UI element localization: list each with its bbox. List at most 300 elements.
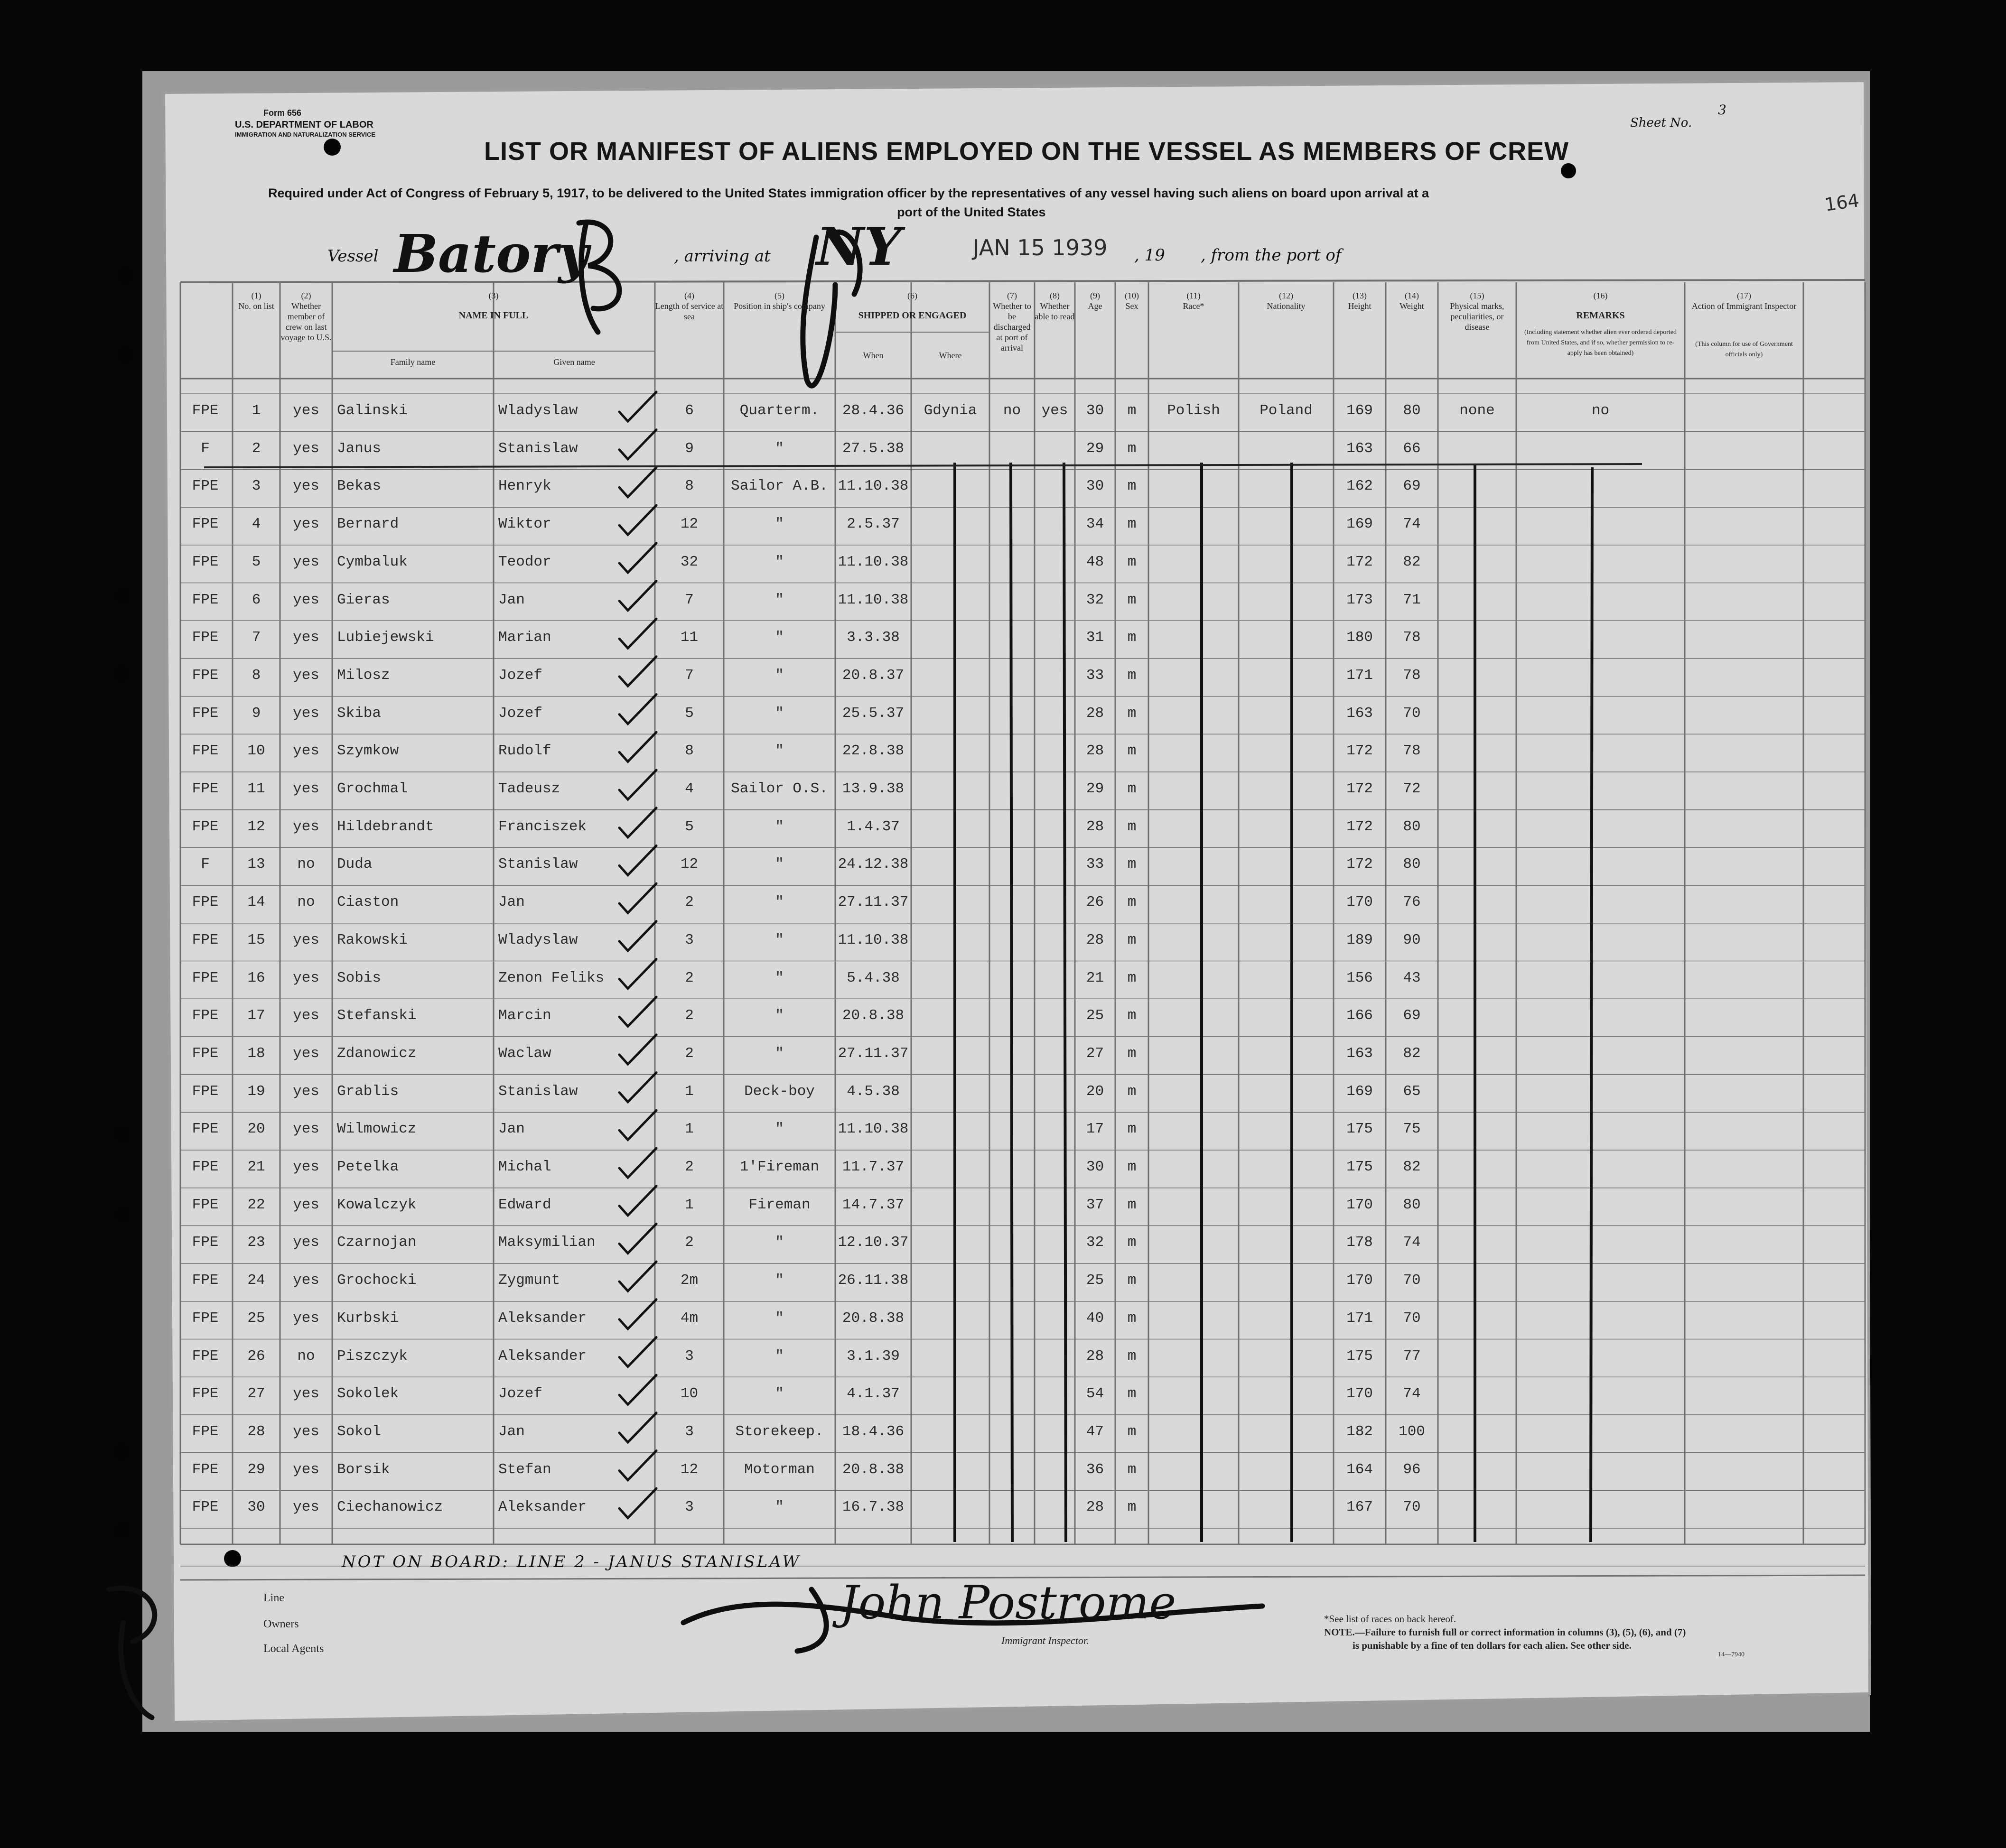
column-number: (7) [1007,291,1017,300]
column-label: Length of service at sea [655,301,724,321]
service-name: IMMIGRATION AND NATURALIZATION SERVICE [235,131,376,138]
row-where: Gdynia [924,402,977,419]
row-service: 3 [685,931,694,948]
row-when: 27.11.37 [838,1045,909,1062]
row-family: Kowalczyk [337,1196,417,1213]
manifest-title: LIST OR MANIFEST OF ALIENS EMPLOYED ON THE VESSEL AS MEMBERS OF CREW [484,137,1569,166]
row-weight: 43 [1403,969,1421,986]
row-sex: m [1127,591,1137,608]
row-height: 172 [1346,780,1373,797]
row-age: 28 [1086,743,1104,760]
row-height: 172 [1346,553,1373,570]
row-when: 4.5.38 [847,1083,900,1100]
row-prev: yes [293,1007,319,1024]
row-prev: yes [293,1499,319,1516]
row-when: 14.7.37 [842,1196,905,1213]
row-family: Stefanski [337,1007,417,1024]
column-subheader: (Including statement whether alien ever ordered deported from United States, and if so, whether permission to re-apply has been obtained) [1524,329,1677,357]
column-header [1115,290,1148,311]
row-weight: 96 [1403,1461,1421,1478]
row-sex: m [1127,478,1137,495]
column-header [332,290,655,321]
row-position: " [775,1007,784,1024]
row-age: 34 [1086,516,1104,533]
row-height: 169 [1346,402,1373,419]
row-service: 2 [685,1007,694,1024]
row-when: 20.8.38 [842,1461,905,1478]
row-service: 8 [685,478,694,495]
row-service: 10 [680,1385,699,1402]
row-family: Petelka [337,1159,399,1175]
row-weight: 74 [1403,516,1421,533]
row-sex: m [1127,1347,1137,1365]
column-number: (17) [1737,291,1751,300]
row-age: 28 [1086,818,1104,835]
row-mark: FPE [192,1121,219,1138]
row-mark: FPE [192,591,219,608]
row-age: 54 [1086,1385,1104,1402]
row-no: 13 [247,856,265,873]
row-sex: m [1127,894,1137,911]
row-height: 178 [1346,1234,1373,1251]
row-no: 29 [247,1461,265,1478]
row-weight: 82 [1403,1045,1421,1062]
column-label: Age [1088,301,1102,311]
row-height: 169 [1346,516,1373,533]
row-mark: FPE [192,780,219,797]
row-age: 33 [1086,856,1104,873]
column-header [655,290,724,322]
row-mark: FPE [192,1461,219,1478]
row-prev: no [297,1347,315,1365]
row-family: Janus [337,440,382,457]
column-label: SHIPPED OR ENGAGED [858,310,967,321]
row-given: Wladyslaw [498,402,578,419]
row-when: 18.4.36 [842,1423,905,1440]
row-weight: 80 [1403,1196,1421,1213]
row-height: 171 [1346,667,1373,684]
row-given: Aleksander [498,1347,587,1365]
row-mark: FPE [192,1385,219,1402]
row-prev: yes [293,591,319,608]
row-given: Michal [498,1159,551,1175]
vessel-label: Vessel [327,247,379,266]
row-service: 32 [680,553,699,570]
row-family: Czarnojan [337,1234,417,1251]
row-age: 32 [1086,1234,1104,1251]
row-given: Wiktor [498,516,551,533]
subtitle-line-1: Required under Act of Congress of February 5, 1917, to be delivered to the United States immigration officer by the representatives of any vessel having such aliens on board upon arrival at a [268,186,1429,200]
row-when: 11.10.38 [838,553,909,570]
row-weight: 82 [1403,1159,1421,1175]
row-given: Edward [498,1196,551,1213]
row-sex: m [1127,931,1137,948]
row-no: 23 [247,1234,265,1251]
line-label: Line [263,1592,284,1604]
column-header [280,290,332,343]
column-number: (1) [251,291,261,300]
row-no: 12 [247,818,265,835]
row-prev: yes [293,1309,319,1327]
row-mark: FPE [192,1083,219,1100]
row-given: Jan [498,1121,525,1138]
column-number: (6) [907,291,917,300]
column-header [233,290,280,311]
row-service: 11 [680,629,699,646]
row-age: 28 [1086,931,1104,948]
row-weight: 65 [1403,1083,1421,1100]
row-no: 8 [252,667,261,684]
column-label: Sex [1125,301,1138,311]
row-mark: FPE [192,1196,219,1213]
column-label: Whether able to read [1035,301,1075,321]
row-weight: 75 [1403,1121,1421,1138]
row-service: 2 [685,894,694,911]
row-no: 2 [252,440,261,457]
row-age: 29 [1086,780,1104,797]
row-mark: FPE [192,705,219,722]
row-given: Teodor [498,553,551,570]
column-number: (2) [301,291,311,300]
row-when: 4.1.37 [847,1385,900,1402]
column-header [1075,290,1115,311]
row-position: " [775,931,784,948]
row-age: 21 [1086,969,1104,986]
row-prev: yes [293,1045,319,1062]
row-position: " [775,440,784,457]
row-no: 7 [252,629,261,646]
row-no: 11 [247,780,265,797]
row-no: 24 [247,1272,265,1289]
row-position: Storekeep. [735,1423,824,1440]
row-when: 22.8.38 [842,743,905,760]
row-mark: FPE [192,894,219,911]
row-sex: m [1127,1007,1137,1024]
arriving-port: NY [816,216,902,277]
row-age: 30 [1086,402,1104,419]
column-label: No. on list [238,301,274,311]
from-port-label: , from the port of [1201,246,1342,265]
row-no: 19 [247,1083,265,1100]
column-header [1438,290,1516,332]
row-sex: m [1127,1385,1137,1402]
column-header [1035,290,1075,322]
row-position: " [775,1045,784,1062]
row-service: 3 [685,1347,694,1365]
row-no: 26 [247,1347,265,1365]
row-mark: FPE [192,478,219,495]
vessel-name: Batory [394,223,589,284]
row-mark: FPE [192,1234,219,1251]
not-on-board-note: NOT ON BOARD: LINE 2 - JANUS STANISLAW [342,1552,801,1571]
row-sex: m [1127,1196,1137,1213]
row-mark: FPE [192,516,219,533]
row-weight: 70 [1403,1499,1421,1516]
row-position: " [775,1385,784,1402]
row-given: Jan [498,894,525,911]
row-service: 5 [685,818,694,835]
row-age: 29 [1086,440,1104,457]
row-when: 1.4.37 [847,818,900,835]
row-mark: FPE [192,667,219,684]
row-position: " [775,818,784,835]
row-age: 25 [1086,1007,1104,1024]
column-number: (14) [1405,291,1419,300]
row-position: " [775,516,784,533]
row-sex: m [1127,629,1137,646]
row-marks: none [1459,402,1495,419]
row-no: 21 [247,1159,265,1175]
row-no: 9 [252,705,261,722]
row-nationality: Poland [1260,402,1313,419]
row-weight: 80 [1403,402,1421,419]
row-age: 28 [1086,705,1104,722]
row-no: 17 [247,1007,265,1024]
row-age: 32 [1086,591,1104,608]
row-prev: yes [293,516,319,533]
row-position: Deck-boy [744,1083,815,1100]
column-number: (15) [1470,291,1484,300]
row-mark: FPE [192,969,219,986]
column-header [724,290,835,311]
row-given: Rudolf [498,743,551,760]
row-given: Wladyslaw [498,931,578,948]
row-position: " [775,856,784,873]
row-given: Aleksander [498,1499,587,1516]
row-sex: m [1127,780,1137,797]
column-label: REMARKS [1576,310,1625,321]
row-no: 4 [252,516,261,533]
row-family: Milosz [337,667,390,684]
column-subheader: Family name [390,357,436,367]
row-height: 172 [1346,818,1373,835]
row-when: 24.12.38 [838,856,909,873]
row-when: 13.9.38 [842,780,905,797]
row-age: 28 [1086,1347,1104,1365]
row-weight: 78 [1403,629,1421,646]
column-header [1685,290,1803,311]
row-prev: yes [293,667,319,684]
row-family: Hildebrandt [337,818,434,835]
row-position: " [775,969,784,986]
row-prev: yes [293,931,319,948]
row-service: 2 [685,1045,694,1062]
row-prev: yes [293,705,319,722]
row-mark: FPE [192,1423,219,1440]
row-when: 3.3.38 [847,629,900,646]
row-prev: yes [293,780,319,797]
row-service: 3 [685,1423,694,1440]
row-weight: 82 [1403,553,1421,570]
row-position: " [775,1272,784,1289]
row-given: Zygmunt [498,1272,560,1289]
column-label: Whether member of crew on last voyage to U.S. [280,301,332,342]
row-no: 27 [247,1385,265,1402]
row-weight: 80 [1403,856,1421,873]
row-height: 156 [1346,969,1373,986]
row-prev: yes [293,743,319,760]
row-given: Stanislaw [498,440,578,457]
row-prev: yes [293,969,319,986]
row-age: 28 [1086,1499,1104,1516]
row-position: " [775,1121,784,1138]
row-age: 30 [1086,478,1104,495]
row-prev: yes [293,1121,319,1138]
row-given: Stanislaw [498,856,578,873]
row-service: 2 [685,969,694,986]
row-prev: yes [293,553,319,570]
row-family: Ciaston [337,894,399,911]
row-family: Wilmowicz [337,1121,417,1138]
row-mark: FPE [192,1272,219,1289]
row-position: 1'Fireman [739,1159,820,1175]
date-stamp: JAN 15 1939 [973,235,1108,260]
row-given: Jozef [498,1385,543,1402]
row-when: 2.5.37 [847,516,900,533]
column-number: (10) [1125,291,1139,300]
column-subheader: Given name [553,357,595,367]
row-age: 40 [1086,1309,1104,1327]
row-family: Gieras [337,591,390,608]
row-height: 167 [1346,1499,1373,1516]
row-height: 175 [1346,1347,1373,1365]
row-age: 48 [1086,553,1104,570]
row-sex: m [1127,1121,1137,1138]
row-weight: 77 [1403,1347,1421,1365]
row-family: Cymbaluk [337,553,408,570]
row-family: Zdanowicz [337,1045,417,1062]
agents-label: Local Agents [263,1643,324,1655]
row-prev: yes [293,1272,319,1289]
row-no: 28 [247,1423,265,1440]
row-when: 11.10.38 [838,591,909,608]
inspector-signature: John Postrome [840,1576,1176,1629]
row-prev: no [297,856,315,873]
column-label: Whether to be discharged at port of arrival [993,301,1031,353]
row-height: 172 [1346,856,1373,873]
row-prev: yes [293,1461,319,1478]
row-prev: yes [293,1159,319,1175]
row-position: Sailor O.S. [731,780,828,797]
print-code: 14—7940 [1718,1651,1745,1658]
row-family: Skiba [337,705,382,722]
row-given: Maksymilian [498,1234,596,1251]
row-when: 20.8.38 [842,1309,905,1327]
department: U.S. DEPARTMENT OF LABOR [235,120,373,130]
column-header [1516,290,1685,321]
row-no: 18 [247,1045,265,1062]
row-race: Polish [1167,402,1220,419]
row-sex: m [1127,1499,1137,1516]
sheet-label: Sheet No. [1630,116,1692,130]
row-position: " [775,629,784,646]
row-remarks: no [1591,402,1610,419]
row-sex: m [1127,1159,1137,1175]
row-when: 11.10.38 [838,1121,909,1138]
row-service: 12 [680,856,699,873]
row-height: 189 [1346,931,1373,948]
row-age: 17 [1086,1121,1104,1138]
row-position: " [775,667,784,684]
row-age: 36 [1086,1461,1104,1478]
row-height: 180 [1346,629,1373,646]
row-age: 30 [1086,1159,1104,1175]
row-given: Aleksander [498,1309,587,1327]
row-age: 20 [1086,1083,1104,1100]
row-no: 16 [247,969,265,986]
year-label: , 19 [1134,246,1165,265]
row-height: 172 [1346,743,1373,760]
row-service: 6 [685,402,694,419]
row-no: 3 [252,478,261,495]
row-mark: FPE [192,1007,219,1024]
row-given: Zenon Feliks [498,969,605,986]
row-sex: m [1127,1461,1137,1478]
row-sex: m [1127,667,1137,684]
inspector-label: Immigrant Inspector. [1001,1634,1089,1646]
column-label: Height [1348,301,1372,311]
row-no: 25 [247,1309,265,1327]
row-age: 37 [1086,1196,1104,1213]
row-discharged: no [1003,402,1021,419]
column-number: (13) [1353,291,1367,300]
row-sex: m [1127,516,1137,533]
column-header [1239,290,1334,311]
row-position: " [775,591,784,608]
row-weight: 76 [1403,894,1421,911]
row-sex: m [1127,440,1137,457]
row-height: 182 [1346,1423,1373,1440]
row-no: 10 [247,743,265,760]
row-prev: yes [293,402,319,419]
row-given: Stefan [498,1461,551,1478]
row-service: 1 [685,1121,694,1138]
row-height: 169 [1346,1083,1373,1100]
row-service: 9 [685,440,694,457]
row-prev: no [297,894,315,911]
row-no: 6 [252,591,261,608]
row-weight: 80 [1403,818,1421,835]
row-height: 173 [1346,591,1373,608]
row-given: Waclaw [498,1045,551,1062]
column-header [1334,290,1386,311]
row-prev: yes [293,1423,319,1440]
column-label: Race* [1183,301,1204,311]
row-when: 25.5.37 [842,705,905,722]
row-family: Bernard [337,516,399,533]
row-sex: m [1127,1309,1137,1327]
row-sex: m [1127,1045,1137,1062]
row-when: 27.5.38 [842,440,905,457]
row-no: 5 [252,553,261,570]
row-position: " [775,553,784,570]
column-number: (3) [488,291,499,300]
row-service: 3 [685,1499,694,1516]
row-prev: yes [293,629,319,646]
row-age: 33 [1086,667,1104,684]
row-when: 3.1.39 [847,1347,900,1365]
row-given: Marian [498,629,551,646]
row-position: " [775,1309,784,1327]
row-family: Kurbski [337,1309,399,1327]
arriving-label: , arriving at [674,247,771,266]
row-position: Sailor A.B. [731,478,828,495]
row-given: Jan [498,1423,525,1440]
row-sex: m [1127,402,1137,419]
row-height: 170 [1346,1272,1373,1289]
row-position: Quarterm. [739,402,820,419]
row-sex: m [1127,1272,1137,1289]
